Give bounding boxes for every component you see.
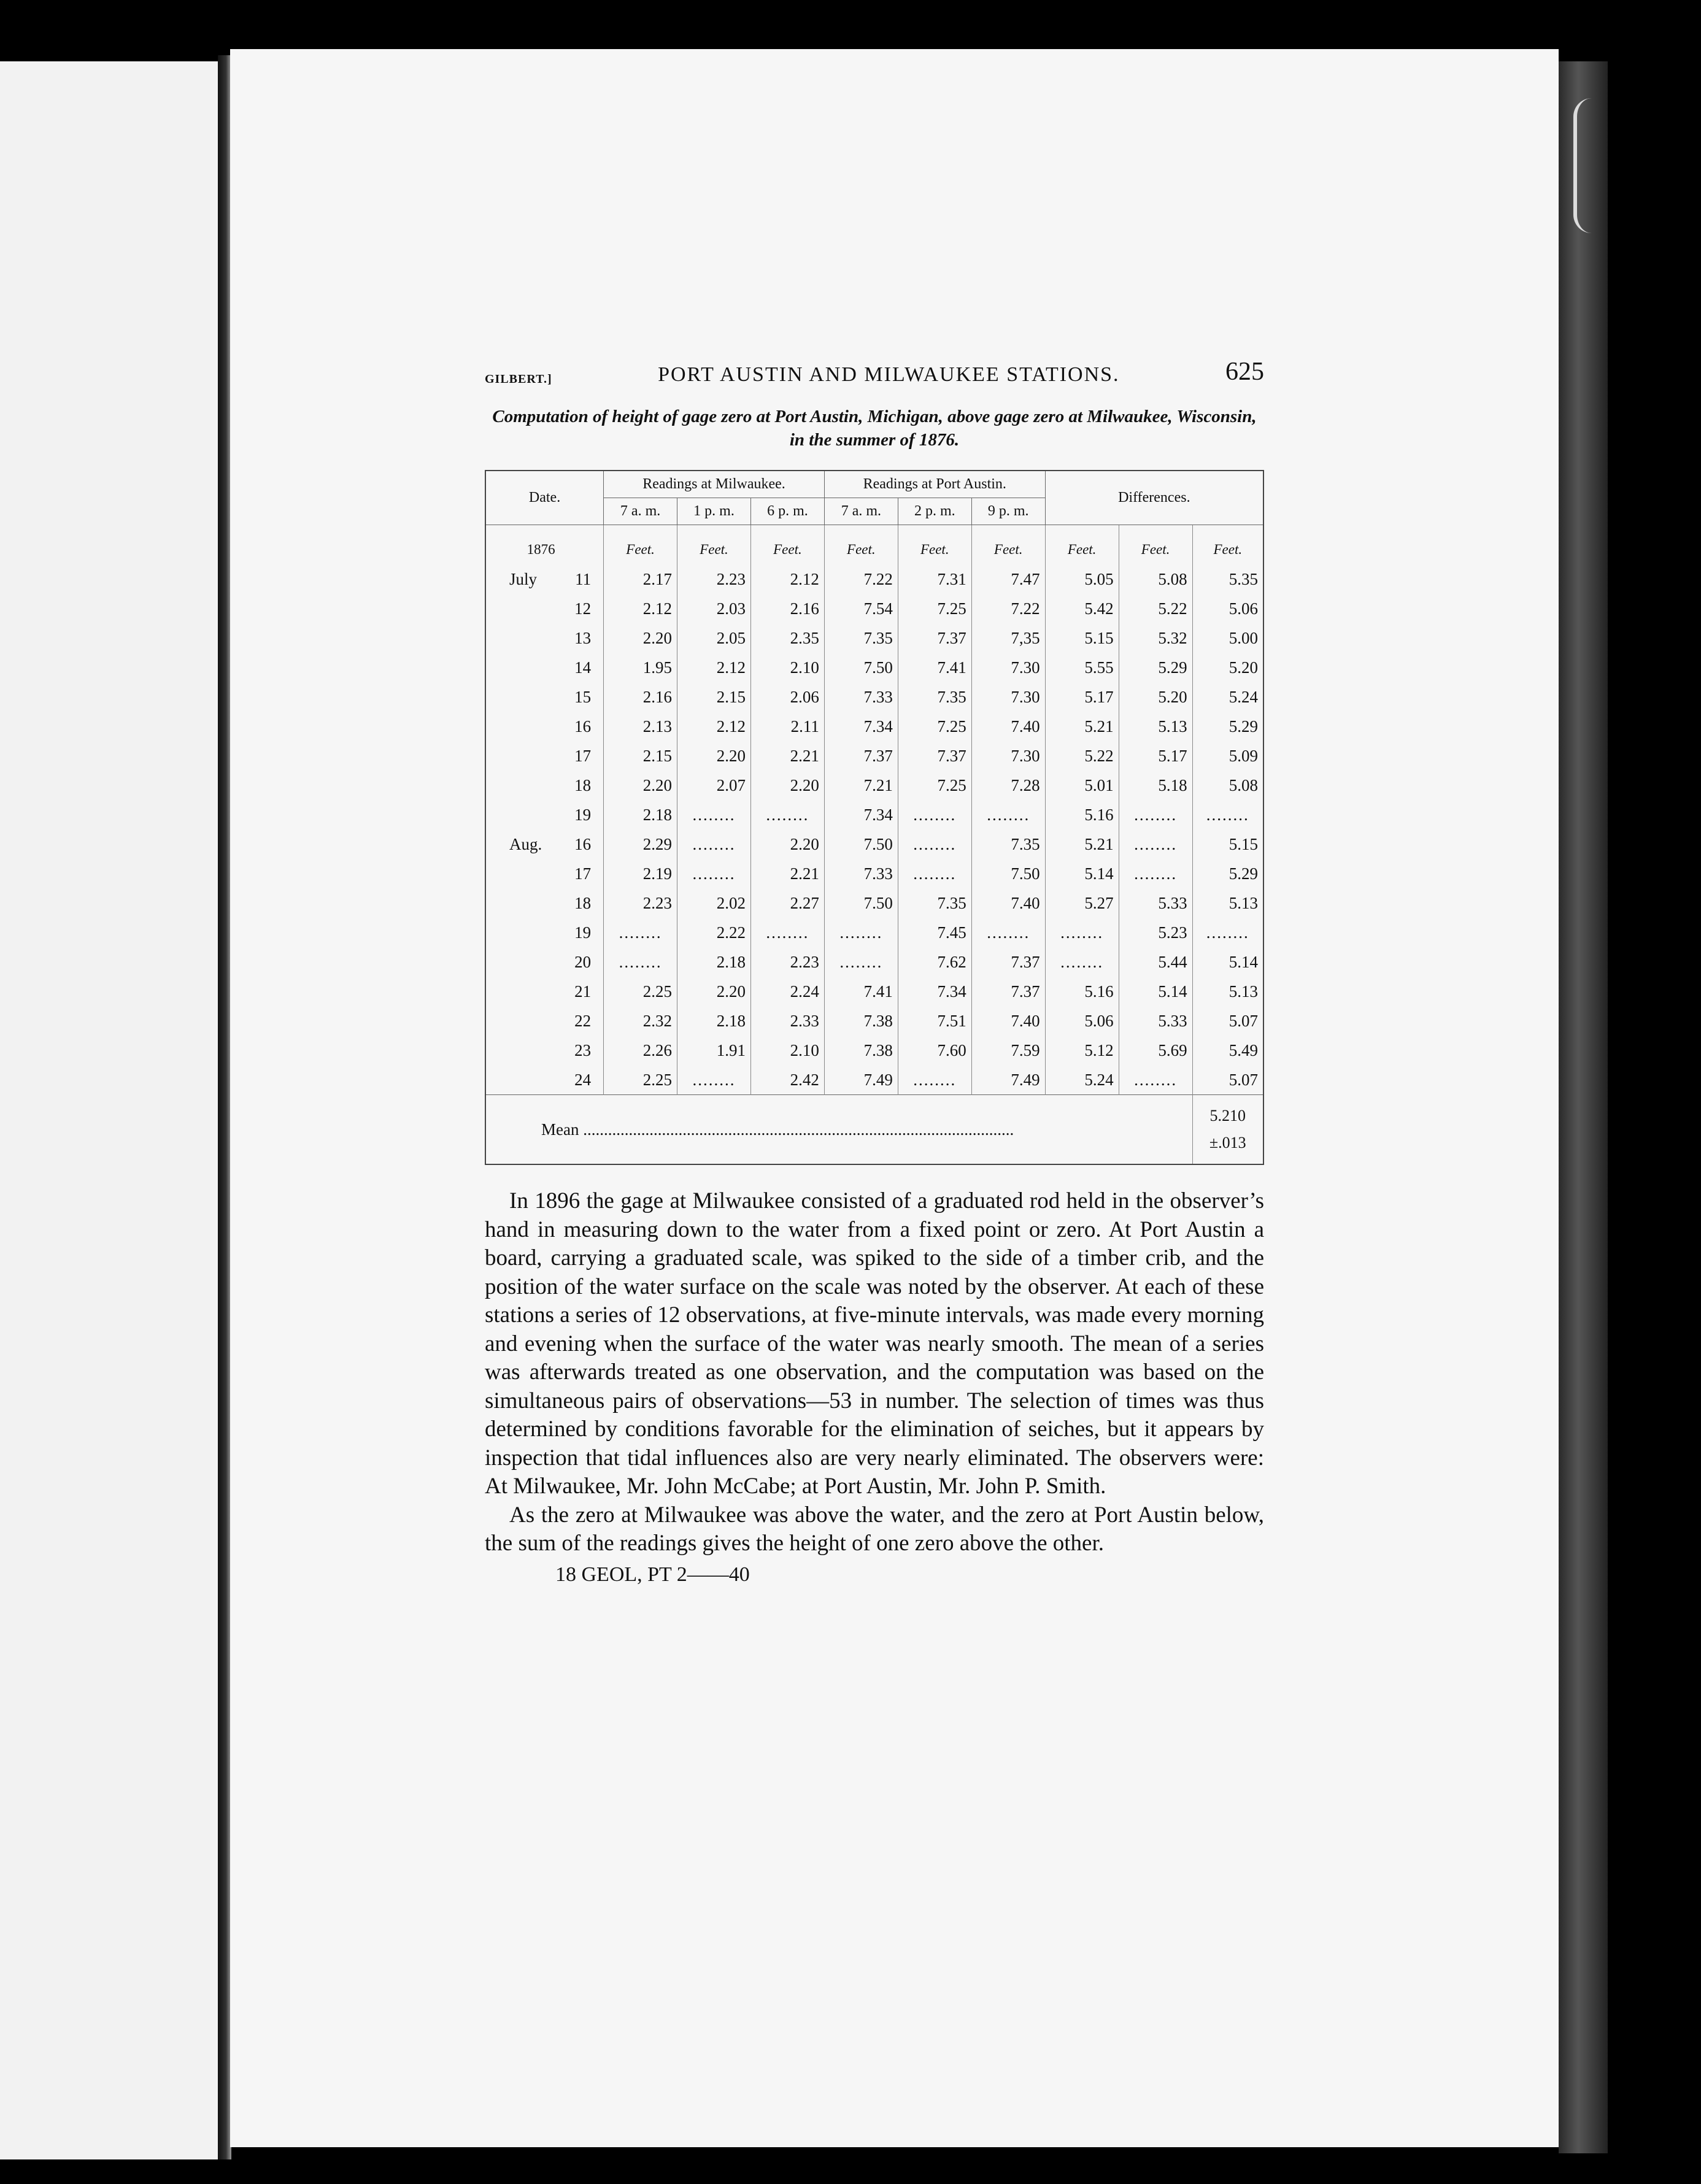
value-cell: 5.16 xyxy=(1045,977,1119,1006)
value-cell: 2.10 xyxy=(750,653,824,682)
value-cell: 2.19 xyxy=(604,859,677,888)
time-header: 7 a. m. xyxy=(604,498,677,525)
value-cell: 2.18 xyxy=(677,947,751,977)
value-cell: 5.44 xyxy=(1119,947,1192,977)
value-cell: 7.47 xyxy=(971,564,1045,594)
value-cell: ........ xyxy=(604,947,677,977)
value-cell: ........ xyxy=(604,918,677,947)
page-content xyxy=(485,356,1264,1586)
value-cell: 2.16 xyxy=(750,594,824,623)
day-label: 16 xyxy=(574,717,592,736)
value-cell: 5.22 xyxy=(1045,741,1119,771)
value-cell: 7.34 xyxy=(824,712,898,741)
table-row xyxy=(485,800,1263,829)
value-cell: 7.37 xyxy=(898,623,971,653)
value-cell: ........ xyxy=(677,829,751,859)
value-cell: 7.51 xyxy=(898,1006,971,1036)
table-row xyxy=(485,712,1263,741)
value-cell: 7.35 xyxy=(898,682,971,712)
day-label: 14 xyxy=(574,658,592,677)
value-cell: 2.02 xyxy=(677,888,751,918)
value-cell: 7.38 xyxy=(824,1006,898,1036)
day-label: 12 xyxy=(574,599,592,618)
day-label: 23 xyxy=(574,1040,592,1059)
value-cell: 2.12 xyxy=(604,594,677,623)
value-cell: 2.21 xyxy=(750,859,824,888)
value-cell: 7.28 xyxy=(971,771,1045,800)
date-cell xyxy=(485,918,604,947)
value-cell: 7.49 xyxy=(971,1065,1045,1095)
value-cell: 2.16 xyxy=(604,682,677,712)
value-cell: 2.06 xyxy=(750,682,824,712)
value-cell: 5.15 xyxy=(1045,623,1119,653)
value-cell: 5.27 xyxy=(1045,888,1119,918)
group-port-austin: Readings at Port Austin. xyxy=(824,471,1045,498)
day-label: 18 xyxy=(574,775,592,794)
value-cell: 7.34 xyxy=(824,800,898,829)
value-cell: 2.12 xyxy=(677,653,751,682)
value-cell: ........ xyxy=(1119,1065,1192,1095)
value-cell: 5.29 xyxy=(1119,653,1192,682)
unit-cell: Feet. xyxy=(1119,525,1192,565)
value-cell: 7.30 xyxy=(971,653,1045,682)
table-caption: Computation of height of gage zero at Port Austin, Michigan, above gage zero at Milwaukee, Wisconsin, in the summer of 1876. xyxy=(492,407,1257,450)
value-cell: 7.33 xyxy=(824,682,898,712)
unit-cell: Feet. xyxy=(898,525,971,565)
date-cell xyxy=(485,594,604,623)
value-cell: 5.16 xyxy=(1045,800,1119,829)
value-cell: 7.30 xyxy=(971,682,1045,712)
value-cell: ........ xyxy=(898,859,971,888)
value-cell: 5.23 xyxy=(1119,918,1192,947)
value-cell: 2.11 xyxy=(750,712,824,741)
value-cell: 7.35 xyxy=(971,829,1045,859)
value-cell: 5.14 xyxy=(1192,947,1263,977)
value-cell: 2.20 xyxy=(750,771,824,800)
value-cell: 5.35 xyxy=(1192,564,1263,594)
value-cell: 7.49 xyxy=(824,1065,898,1095)
value-cell: 5.06 xyxy=(1192,594,1263,623)
date-cell xyxy=(485,741,604,771)
group-milwaukee: Readings at Milwaukee. xyxy=(604,471,825,498)
value-cell: 2.23 xyxy=(604,888,677,918)
value-cell: 7.22 xyxy=(824,564,898,594)
table-row xyxy=(485,977,1263,1006)
value-cell: 5.08 xyxy=(1192,771,1263,800)
date-cell xyxy=(485,1065,604,1095)
time-header: 6 p. m. xyxy=(750,498,824,525)
value-cell: ........ xyxy=(898,1065,971,1095)
value-cell: 5.05 xyxy=(1045,564,1119,594)
value-cell: 5.42 xyxy=(1045,594,1119,623)
value-cell: 5.17 xyxy=(1045,682,1119,712)
value-cell: 2.25 xyxy=(604,977,677,1006)
value-cell: 5.13 xyxy=(1192,977,1263,1006)
value-cell: ........ xyxy=(824,947,898,977)
table-row xyxy=(485,653,1263,682)
value-cell: 1.91 xyxy=(677,1036,751,1065)
table-row xyxy=(485,888,1263,918)
value-cell: ........ xyxy=(1119,859,1192,888)
date-cell xyxy=(485,947,604,977)
value-cell: 5.33 xyxy=(1119,888,1192,918)
value-cell: 7.22 xyxy=(971,594,1045,623)
day-label: 13 xyxy=(574,628,592,647)
value-cell: 2.15 xyxy=(604,741,677,771)
value-cell: 2.26 xyxy=(604,1036,677,1065)
value-cell: 5.09 xyxy=(1192,741,1263,771)
date-cell xyxy=(485,977,604,1006)
value-cell: ........ xyxy=(677,800,751,829)
date-cell xyxy=(485,771,604,800)
day-label: 18 xyxy=(574,893,592,912)
value-cell: 2.24 xyxy=(750,977,824,1006)
table-row xyxy=(485,947,1263,977)
value-cell: 2.15 xyxy=(677,682,751,712)
mean-row xyxy=(485,1095,1263,1165)
date-cell xyxy=(485,829,604,859)
table-row xyxy=(485,682,1263,712)
value-cell: 2.33 xyxy=(750,1006,824,1036)
value-cell: 5.15 xyxy=(1192,829,1263,859)
data-table xyxy=(485,470,1264,1165)
value-cell: 7.35 xyxy=(824,623,898,653)
value-cell: 5.13 xyxy=(1192,888,1263,918)
value-cell: 2.03 xyxy=(677,594,751,623)
table-row xyxy=(485,859,1263,888)
value-cell: 5.20 xyxy=(1119,682,1192,712)
group-differences: Differences. xyxy=(1045,471,1263,525)
date-cell xyxy=(485,1036,604,1065)
unit-cell: Feet. xyxy=(1192,525,1263,565)
value-cell: 7.40 xyxy=(971,1006,1045,1036)
value-cell: 7.25 xyxy=(898,712,971,741)
value-cell: 2.18 xyxy=(604,800,677,829)
book-gutter xyxy=(218,55,231,2159)
day-label: 16 xyxy=(574,834,592,853)
value-cell: ........ xyxy=(971,800,1045,829)
signature-mark: 18 GEOL, PT 2——40 xyxy=(555,1563,750,1586)
value-cell: 2.20 xyxy=(677,977,751,1006)
value-cell: 5.24 xyxy=(1192,682,1263,712)
table-row xyxy=(485,741,1263,771)
value-cell: 7.34 xyxy=(898,977,971,1006)
date-cell xyxy=(485,623,604,653)
day-label: 17 xyxy=(574,746,592,765)
value-cell: 7.21 xyxy=(824,771,898,800)
value-cell: 2.07 xyxy=(677,771,751,800)
day-label: 19 xyxy=(574,923,592,942)
value-cell: 2.05 xyxy=(677,623,751,653)
value-cell: 2.27 xyxy=(750,888,824,918)
date-cell xyxy=(485,859,604,888)
units-row xyxy=(485,525,1263,565)
value-cell: 5.08 xyxy=(1119,564,1192,594)
day-label: 24 xyxy=(574,1070,592,1089)
unit-cell: Feet. xyxy=(677,525,751,565)
value-cell: 7.37 xyxy=(898,741,971,771)
unit-cell: Feet. xyxy=(971,525,1045,565)
table-row xyxy=(485,594,1263,623)
date-cell xyxy=(485,800,604,829)
value-cell: 2.20 xyxy=(750,829,824,859)
value-cell: 5.32 xyxy=(1119,623,1192,653)
value-cell: ........ xyxy=(750,800,824,829)
value-cell: ........ xyxy=(677,1065,751,1095)
table-row xyxy=(485,1006,1263,1036)
value-cell: 2.12 xyxy=(750,564,824,594)
day-label: 22 xyxy=(574,1011,592,1030)
col-date: Date. xyxy=(485,471,604,525)
value-cell: 5.07 xyxy=(1192,1065,1263,1095)
body-text xyxy=(485,1187,1264,1558)
paragraph-1: In 1896 the gage at Milwaukee consisted of a graduated rod held in the observer’s hand in measuring down to the water from a fixed point or zero. At Port Austin a board, carrying a graduated scale, was spiked to the side of a timber crib, and the position of the water surface on the scale was noted by the observer. At each of these stations a series of 12 observations, at five-minute intervals, was made every morning and evening when the surface of the water was nearly smooth. The mean of a series was afterwards treated as one observation, and the computation was based on the simultaneous pairs of observations—53 in number. The selection of times was thus determined by conditions favorable for the elimination of seiches, but it appears by inspection that tidal influences also are very nearly eliminated. The observers were: At Milwaukee, Mr. John McCabe; at Port Austin, Mr. John P. Smith. xyxy=(485,1188,1264,1499)
value-cell: 2.32 xyxy=(604,1006,677,1036)
value-cell: 2.20 xyxy=(604,771,677,800)
unit-cell: Feet. xyxy=(604,525,677,565)
value-cell: 2.13 xyxy=(604,712,677,741)
value-cell: 7.45 xyxy=(898,918,971,947)
value-cell: 7.50 xyxy=(971,859,1045,888)
value-cell: 5.24 xyxy=(1045,1065,1119,1095)
value-cell: 5.29 xyxy=(1192,859,1263,888)
unit-cell: Feet. xyxy=(750,525,824,565)
value-cell: 2.23 xyxy=(677,564,751,594)
value-cell: 5.18 xyxy=(1119,771,1192,800)
value-cell: 5.14 xyxy=(1119,977,1192,1006)
value-cell: 1.95 xyxy=(604,653,677,682)
page-title: PORT AUSTIN AND MILWAUKEE STATIONS. xyxy=(658,363,1120,386)
day-label: 20 xyxy=(574,952,592,971)
date-cell xyxy=(485,682,604,712)
day-label: 17 xyxy=(574,864,592,883)
value-cell: ........ xyxy=(824,918,898,947)
date-cell xyxy=(485,712,604,741)
value-cell: 7.41 xyxy=(824,977,898,1006)
month-label: July xyxy=(509,569,538,588)
value-cell: 7.37 xyxy=(824,741,898,771)
time-header: 2 p. m. xyxy=(898,498,971,525)
value-cell: 7.31 xyxy=(898,564,971,594)
table-row xyxy=(485,918,1263,947)
value-cell: ........ xyxy=(1119,800,1192,829)
value-cell: 2.29 xyxy=(604,829,677,859)
value-cell: 2.17 xyxy=(604,564,677,594)
value-cell: 7.50 xyxy=(824,653,898,682)
table-row xyxy=(485,623,1263,653)
mean-value: 5.210 xyxy=(1209,1107,1246,1125)
value-cell: 7.50 xyxy=(824,888,898,918)
pencil-mark-icon xyxy=(1573,98,1614,233)
value-cell: 2.21 xyxy=(750,741,824,771)
value-cell: 7.40 xyxy=(971,712,1045,741)
value-cell: 5.20 xyxy=(1192,653,1263,682)
value-cell: ........ xyxy=(1045,918,1119,947)
day-label: 19 xyxy=(574,805,592,824)
mean-error: ±.013 xyxy=(1209,1134,1246,1152)
value-cell: ........ xyxy=(971,918,1045,947)
mean-label: Mean ........................................................................................................ xyxy=(485,1095,1192,1165)
table-row xyxy=(485,1065,1263,1095)
value-cell: 5.12 xyxy=(1045,1036,1119,1065)
time-header: 1 p. m. xyxy=(677,498,751,525)
time-header: 9 p. m. xyxy=(971,498,1045,525)
value-cell: 5.00 xyxy=(1192,623,1263,653)
value-cell: 5.07 xyxy=(1192,1006,1263,1036)
unit-cell: Feet. xyxy=(824,525,898,565)
day-label: 15 xyxy=(574,687,592,706)
date-cell xyxy=(485,564,604,594)
value-cell: 5.33 xyxy=(1119,1006,1192,1036)
month-label: Aug. xyxy=(509,834,542,853)
value-cell: 2.20 xyxy=(677,741,751,771)
left-page xyxy=(0,61,226,2159)
book-cover-edge xyxy=(1559,61,1608,2153)
date-cell xyxy=(485,888,604,918)
unit-cell: Feet. xyxy=(1045,525,1119,565)
author-tag: GILBERT.] xyxy=(485,372,552,386)
value-cell: ........ xyxy=(1192,800,1263,829)
running-head xyxy=(485,356,1264,386)
value-cell: 2.22 xyxy=(677,918,751,947)
value-cell: 5.55 xyxy=(1045,653,1119,682)
date-cell xyxy=(485,1006,604,1036)
value-cell: 5.17 xyxy=(1119,741,1192,771)
value-cell: 7.35 xyxy=(898,888,971,918)
value-cell: 2.12 xyxy=(677,712,751,741)
value-cell: 5.21 xyxy=(1045,829,1119,859)
value-cell: ........ xyxy=(1192,918,1263,947)
value-cell: 5.22 xyxy=(1119,594,1192,623)
day-label: 21 xyxy=(574,982,592,1001)
value-cell: 2.10 xyxy=(750,1036,824,1065)
table-row xyxy=(485,771,1263,800)
value-cell: 7.38 xyxy=(824,1036,898,1065)
value-cell: ........ xyxy=(1045,947,1119,977)
paragraph-2: As the zero at Milwaukee was above the water, and the zero at Port Austin below, the sum of the readings gives the height of one zero above the other. xyxy=(485,1502,1264,1556)
value-cell: 7.30 xyxy=(971,741,1045,771)
value-cell: 7.59 xyxy=(971,1036,1045,1065)
value-cell: 5.69 xyxy=(1119,1036,1192,1065)
day-label: 11 xyxy=(575,569,592,588)
date-cell xyxy=(485,653,604,682)
value-cell: 5.49 xyxy=(1192,1036,1263,1065)
value-cell: 7.50 xyxy=(824,829,898,859)
value-cell: ........ xyxy=(898,800,971,829)
value-cell: 5.14 xyxy=(1045,859,1119,888)
value-cell: 2.18 xyxy=(677,1006,751,1036)
value-cell: 7.62 xyxy=(898,947,971,977)
value-cell: 5.21 xyxy=(1045,712,1119,741)
value-cell: 2.42 xyxy=(750,1065,824,1095)
value-cell: 5.01 xyxy=(1045,771,1119,800)
table-row xyxy=(485,564,1263,594)
table-row xyxy=(485,829,1263,859)
value-cell: 5.29 xyxy=(1192,712,1263,741)
value-cell: 7,35 xyxy=(971,623,1045,653)
value-cell: ........ xyxy=(1119,829,1192,859)
value-cell: 7.25 xyxy=(898,594,971,623)
value-cell: 7.54 xyxy=(824,594,898,623)
value-cell: 7.37 xyxy=(971,947,1045,977)
table-row xyxy=(485,1036,1263,1065)
value-cell: 5.13 xyxy=(1119,712,1192,741)
value-cell: 2.20 xyxy=(604,623,677,653)
year-cell: 1876 xyxy=(526,542,555,557)
value-cell: 5.06 xyxy=(1045,1006,1119,1036)
value-cell: ........ xyxy=(898,829,971,859)
time-header: 7 a. m. xyxy=(824,498,898,525)
value-cell: 7.40 xyxy=(971,888,1045,918)
value-cell: 2.23 xyxy=(750,947,824,977)
value-cell: 7.41 xyxy=(898,653,971,682)
value-cell: 7.37 xyxy=(971,977,1045,1006)
mean-value-cell xyxy=(1192,1095,1263,1165)
page-number: 625 xyxy=(1225,358,1264,386)
value-cell: 2.35 xyxy=(750,623,824,653)
value-cell: 7.33 xyxy=(824,859,898,888)
value-cell: 2.25 xyxy=(604,1065,677,1095)
value-cell: ........ xyxy=(750,918,824,947)
value-cell: ........ xyxy=(677,859,751,888)
value-cell: 7.25 xyxy=(898,771,971,800)
value-cell: 7.60 xyxy=(898,1036,971,1065)
